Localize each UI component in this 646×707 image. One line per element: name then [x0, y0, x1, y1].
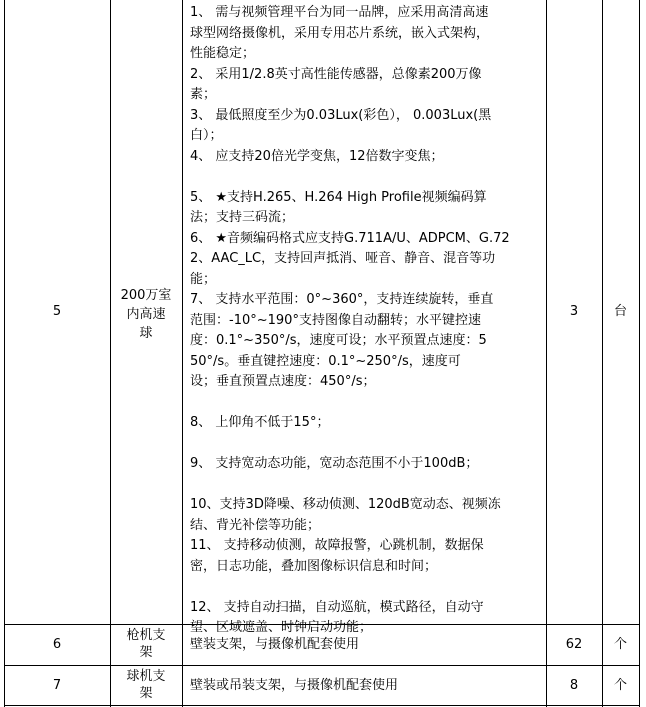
spec-spacer [190, 475, 542, 496]
spec-line: 度：0.1°~350°/s，速度可设；水平预置点速度：5 [190, 333, 487, 348]
spec-line: 法；支持三码流； [190, 210, 295, 225]
spec-line: 白）； [190, 128, 223, 143]
item-spec [190, 3, 542, 639]
spec-line: 9、 支持宽动态功能，宽动态范围不小于100dB； [190, 456, 479, 471]
spec-line: 性能稳定； [190, 46, 256, 61]
spec-line: 4、 应支持20倍光学变焦，12倍数字变焦； [190, 148, 444, 164]
item-quantity: 62 [565, 637, 583, 652]
spec-line: 50°/s。垂直键控速度：0.1°~250°/s，速度可 [190, 353, 461, 369]
item-unit: 个 [613, 678, 627, 693]
item-name [110, 627, 182, 661]
item-name [110, 668, 182, 702]
spec-line: 5、 ★支持H.265、H.264 High Profile视频编码算 [190, 189, 487, 205]
spec-line: 能； [190, 271, 217, 287]
table-border-right [639, 0, 640, 707]
spec-line: 7、 支持水平范围：0°~360°，支持连续旋转，垂直 [190, 292, 494, 307]
spec-line: 8、 上仰角不低于15°； [190, 415, 330, 430]
spec-line: 11、 支持移动侦测，故障报警，心跳机制，数据保 [190, 538, 484, 553]
table-col-divider-2 [182, 0, 183, 707]
row-number: 7 [52, 678, 62, 693]
spec-spacer [190, 577, 542, 598]
spec-line: 设；垂直预置点速度：450°/s； [190, 374, 376, 389]
item-name [110, 286, 182, 343]
table-border-left [4, 0, 5, 707]
spec-line: 10、支持3D降噪、移动侦测、120dB宽动态、视频冻 [190, 497, 501, 512]
spec-line: 密，日志功能，叠加图像标识信息和时间； [190, 558, 438, 574]
spec-line: 12、 支持自动扫描，自动巡航，模式路径，自动守 [190, 599, 484, 615]
row-number: 6 [52, 637, 62, 652]
table-row-divider-2 [4, 665, 640, 666]
item-name-line: 枪机支 [126, 628, 166, 643]
item-spec: 壁装支架，与摄像机配套使用 [190, 637, 360, 652]
table-col-divider-3 [546, 0, 547, 707]
item-unit: 台 [613, 304, 627, 319]
item-quantity: 8 [569, 678, 579, 693]
spec-line: 6、 ★音频编码格式应支持G.711A/U、ADPCM、G.72 [190, 230, 510, 246]
item-name-line: 200万室 [120, 288, 172, 303]
spec-line: 2、 采用1/2.8英寸高性能传感器，总像素200万像 [190, 66, 482, 82]
row-number: 5 [52, 304, 62, 319]
item-quantity: 3 [569, 304, 579, 319]
spec-line: 望、区域遮盖、时钟启动功能； [190, 620, 373, 635]
item-unit: 个 [613, 637, 627, 652]
item-name-line: 架 [139, 645, 153, 660]
spec-line: 素； [190, 87, 217, 102]
spec-line: 2、AAC_LC，支持回声抵消、哑音、静音、混音等功 [190, 251, 496, 266]
spec-spacer [190, 393, 542, 414]
spec-line: 球型网络摄像机，采用专用芯片系统，嵌入式架构， [190, 25, 490, 41]
item-name-line: 球 [139, 326, 153, 341]
table-border-bottom [4, 705, 640, 706]
spec-line: 3、 最低照度至少为0.03Lux(彩色）， 0.003Lux(黑 [190, 107, 492, 123]
item-name-line: 架 [139, 686, 153, 701]
spec-line: 1、 需与视频管理平台为同一品牌，应采用高清高速 [190, 5, 489, 20]
item-spec: 壁装或吊装支架，与摄像机配套使用 [190, 678, 399, 693]
item-name-line: 球机支 [126, 669, 166, 684]
spec-line: 范围：-10°~190°支持图像自动翻转；水平键控速 [190, 312, 481, 328]
spec-spacer [190, 434, 542, 455]
spec-spacer [190, 167, 542, 188]
spec-line: 结、背光补偿等功能； [190, 517, 321, 533]
item-name-line: 内高速 [126, 307, 166, 322]
table-col-divider-4 [602, 0, 603, 707]
table-col-divider-1 [110, 0, 111, 707]
